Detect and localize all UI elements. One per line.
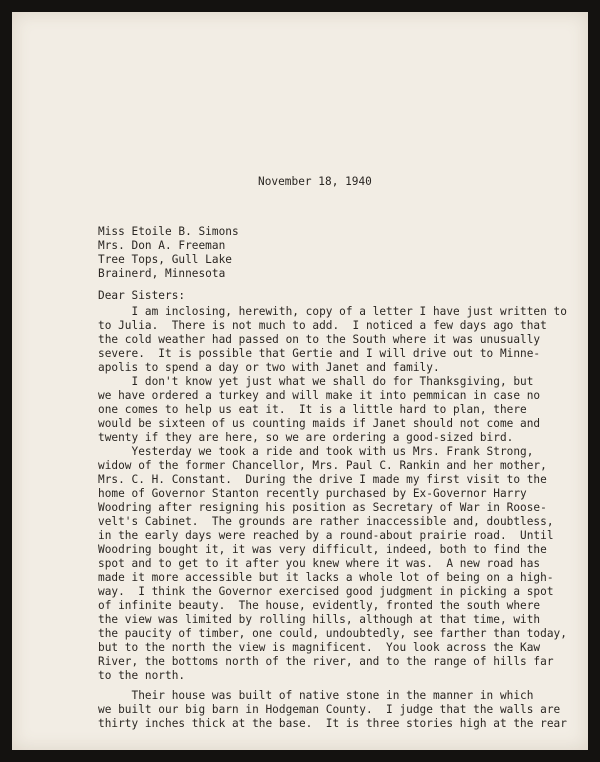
paragraph-3-line: of infinite beauty. The house, evidently, fronted the south where [98,599,541,612]
paragraph-3-line: in the early days were reached by a round-about prairie road. Until [98,529,554,542]
paragraph-1-line: severe. It is possible that Gertie and I will drive out to Minne- [98,347,541,360]
paragraph-3-line: Woodring bought it, it was very difficult, indeed, both to find the [98,543,547,556]
letter-date: November 18, 1940 [258,175,372,188]
paragraph-3-line: River, the bottoms north of the river, and to the range of hills far [98,655,554,668]
paragraph-3-line: made it more accessible but it lacks a whole lot of being on a high- [98,571,554,584]
address-line: Tree Tops, Gull Lake [98,253,232,266]
paragraph-3-line: Yesterday we took a ride and took with us Mrs. Frank Strong, [98,445,534,458]
paragraph-2-line: I don't know yet just what we shall do for Thanksgiving, but [98,375,534,388]
paragraph-3-line: the paucity of timber, one could, undoubtedly, see farther than today, [98,627,567,640]
paragraph-3-line: way. I think the Governor exercised good judgment in picking a spot [98,585,554,598]
paragraph-3-line: but to the north the view is magnificent. You look across the Kaw [98,641,541,654]
paragraph-2-line: twenty if they are here, so we are ordering a good-sized bird. [98,431,514,444]
paragraph-1-line: the cold weather had passed on to the South where it was unusually [98,333,541,346]
paragraph-2-line: would be sixteen of us counting maids if Janet should not come and [98,417,541,430]
paragraph-4-line: we built our big barn in Hodgeman County. I judge that the walls are [98,703,561,716]
paragraph-4-line: Their house was built of native stone in the manner in which [98,689,534,702]
paragraph-4-line: thirty inches thick at the base. It is three stories high at the rear [98,717,567,730]
paragraph-3-line: widow of the former Chancellor, Mrs. Paul C. Rankin and her mother, [98,459,547,472]
address-line: Mrs. Don A. Freeman [98,239,226,252]
paragraph-3-line: Woodring after resigning his position as Secretary of War in Roose- [98,501,547,514]
paragraph-3-line: the view was limited by rolling hills, although at that time, with [98,613,541,626]
paragraph-2-line: we have ordered a turkey and will make it into pemmican in case no [98,389,541,402]
paragraph-3-line: spot and to get to it after you knew where it was. A new road has [98,557,541,570]
paragraph-3-line: Mrs. C. H. Constant. During the drive I made my first visit to the [98,473,547,486]
paragraph-1-line: I am inclosing, herewith, copy of a letter I have just written to [98,305,567,318]
address-line: Miss Etoile B. Simons [98,225,239,238]
paragraph-3-line: home of Governor Stanton recently purchased by Ex-Governor Harry [98,487,527,500]
paragraph-3-line: to the north. [98,669,186,682]
paragraph-3-line: velt's Cabinet. The grounds are rather inaccessible and, doubtless, [98,515,554,528]
address-line: Brainerd, Minnesota [98,267,226,280]
salutation: Dear Sisters: [98,289,186,302]
paragraph-2-line: one comes to help us eat it. It is a little hard to plan, there [98,403,527,416]
paragraph-1-line: to Julia. There is not much to add. I noticed a few days ago that [98,319,547,332]
letter-page [12,12,588,750]
paragraph-1-line: apolis to spend a day or two with Janet and family. [98,361,440,374]
